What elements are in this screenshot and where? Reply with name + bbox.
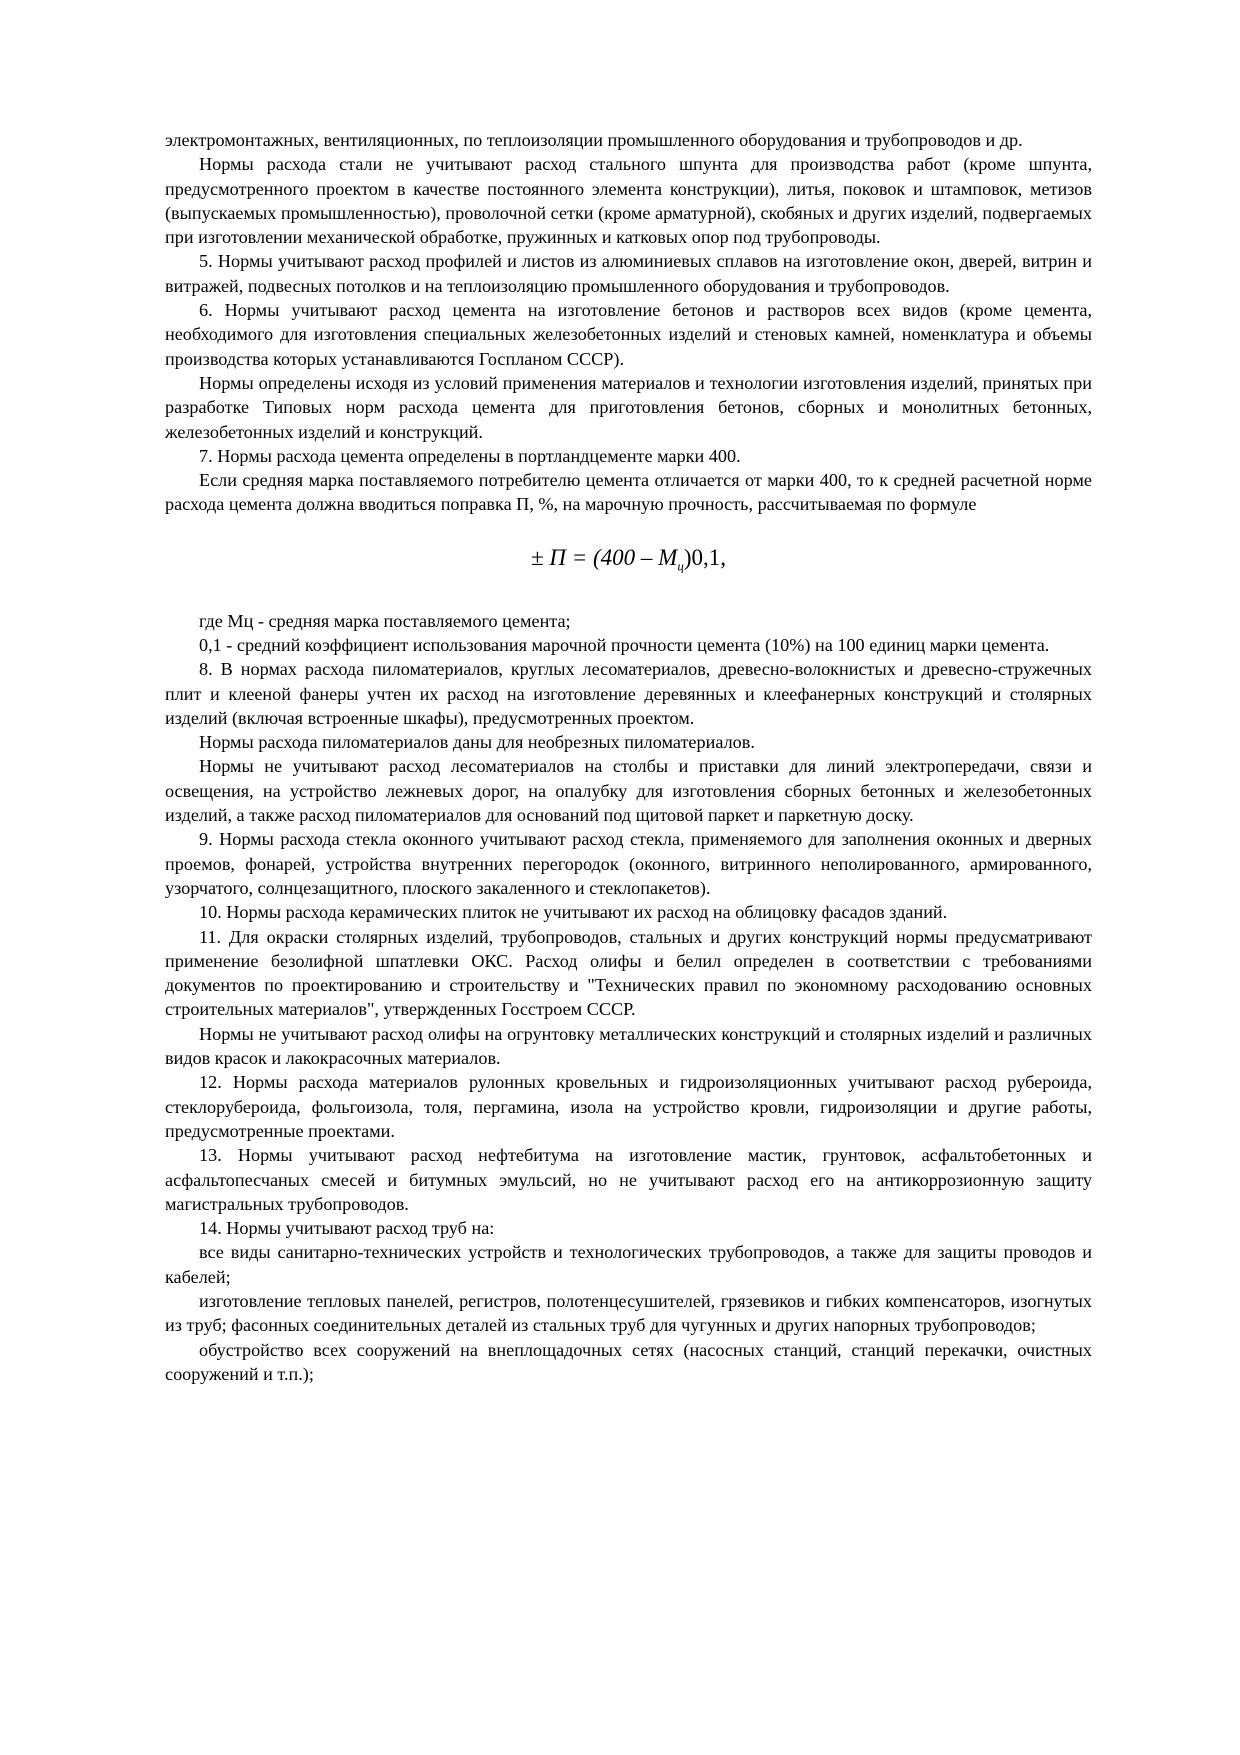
paragraph: Нормы расхода стали не учитывают расход стального шпунта для производства работ (кроме шпунта, предусмотренного проектом в качестве постоянного элемента конструкции), литья, поковок и штамповок, метизов (выпускаемых промышленностью), проволочной сетки (кроме арматурной), скобяных и других изделий, подвергаемых при изготовлении механической обработке, пружинных и катковых опор под трубопроводы.	[165, 154, 1092, 248]
paragraph: 8. В нормах расхода пиломатериалов, круглых лесоматериалов, древесно-волокнистых и древесно-стружечных плит и клееной фанеры учтен их расход на изготовление деревянных и клеефанерных конструкций и столярных изделий (включая встроенные шкафы), предусмотренных проектом.	[165, 659, 1092, 728]
paragraph: Нормы определены исходя из условий применения материалов и технологии изготовления изделий, принятых при разработке Типовых норм расхода цемента для приготовления бетонов, сборных и монолитных бетонных, железобетонных изделий и конструкций.	[165, 372, 1092, 442]
paragraph: Если средняя марка поставляемого потребителю цемента отличается от марки 400, то к средней расчетной норме расхода цемента должна вводиться поправка П, %, на марочную прочность, рассчитываемая по формуле	[165, 470, 1092, 515]
paragraph: 7. Нормы расхода цемента определены в портландцементе марки 400.	[199, 445, 741, 466]
paragraph: где Мц - средняя марка поставляемого цемента;	[199, 610, 571, 631]
paragraph: 5. Нормы учитывают расход профилей и листов из алюминиевых сплавов на изготовление окон, дверей, витрин и витражей, подвесных потолков и на теплоизоляцию промышленного оборудования и трубопроводов.	[165, 251, 1092, 296]
paragraph: 11. Для окраски столярных изделий, трубопроводов, стальных и других конструкций нормы предусматривают применение безолифной шпатлевки ОКС. Расход олифы и белил определен в соответствии с требованиями документов по проектированию и строительству и "Технических правил по экономному расходованию основных строительных материалов", утвержденных Госстроем СССР.	[165, 926, 1092, 1020]
paragraph: изготовление тепловых панелей, регистров, полотенцесушителей, грязевиков и гибких компенсаторов, изогнутых из труб; фасонных соединительных деталей из стальных труб для чугунных и других напорных трубопроводов;	[165, 1291, 1092, 1336]
paragraph: 0,1 - средний коэффициент использования марочной прочности цемента (10%) на 100 единиц марки цемента.	[199, 634, 1050, 655]
formula-subscript: ц	[677, 558, 684, 574]
paragraph: 13. Нормы учитывают расход нефтебитума на изготовление мастик, грунтовок, асфальтобетонных и асфальтопесчаных смесей и битумных эмульсий, но не учитывают расход его на антикоррозионную защиту магистральных трубопроводов.	[165, 1145, 1092, 1214]
paragraph: Нормы не учитывают расход олифы на огрунтовку металлических конструкций и столярных изделий и различных видов красок и лакокрасочных материалов.	[165, 1023, 1092, 1069]
formula-tail: )0,1,	[683, 544, 726, 570]
formula-cement-correction	[165, 543, 1092, 575]
paragraph: 9. Нормы расхода стекла оконного учитывают расход стекла, применяемого для заполнения оконных и дверных проемов, фонарей, устройства внутренних перегородок (оконного, витринного неполированного, армированного, узорчатого, солнцезащитного, плоского закаленного и стеклопакетов).	[165, 829, 1092, 898]
paragraph: все виды санитарно-технических устройств и технологических трубопроводов, а также для защиты проводов и кабелей;	[165, 1242, 1092, 1287]
document-body	[165, 128, 1092, 1386]
paragraph: Нормы расхода пиломатериалов даны для необрезных пиломатериалов.	[199, 732, 755, 753]
paragraph: обустройство всех сооружений на внеплощадочных сетях (насосных станций, станций перекачки, очистных сооружений и т.п.);	[165, 1339, 1092, 1384]
paragraph: 10. Нормы расхода керамических плиток не учитывают их расход на облицовку фасадов зданий.	[199, 902, 948, 923]
paragraph: 12. Нормы расхода материалов рулонных кровельных и гидроизоляционных учитывают расход рубероида, стеклорубероида, фольгоизола, толя, пергамина, изола на устройство кровли, гидроизоляции и другие работы, предусмотренные проектами.	[165, 1072, 1092, 1141]
paragraph: электромонтажных, вентиляционных, по теплоизоляции промышленного оборудования и трубопроводов и др.	[165, 130, 1023, 150]
paragraph: 14. Нормы учитывают расход труб на:	[199, 1218, 495, 1239]
formula-main: ± П = (400 – М	[531, 544, 678, 570]
paragraph: Нормы не учитывают расход лесоматериалов на столбы и приставки для линий электропередачи, связи и освещения, на устройство лежневых дорог, на опалубку для изготовления сборных бетонных и железобетонных изделий, а также расход пиломатериалов для оснований под щитовой паркет и паркетную доску.	[165, 756, 1092, 826]
paragraph: 6. Нормы учитывают расход цемента на изготовление бетонов и растворов всех видов (кроме цемента, необходимого для изготовления специальных железобетонных изделий и стеновых камней, номенклатура и объемы производства которых устанавливаются Госпланом СССР).	[165, 300, 1092, 369]
